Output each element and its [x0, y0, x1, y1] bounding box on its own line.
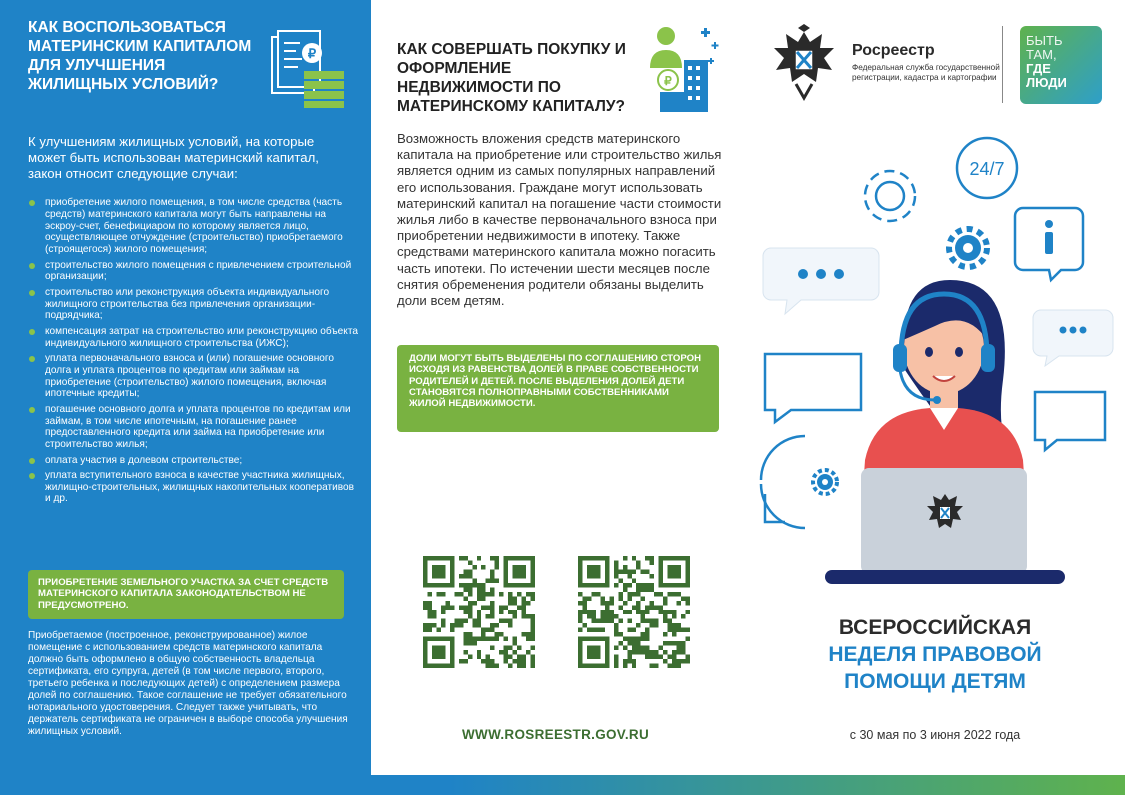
bullet-icon: [29, 200, 35, 206]
left-outro: Приобретаемое (построенное, реконструированное) жилое помещение с использованием средств материнского капитала должно быть оформлено в общую собственность владельца сертификата, его супруга, детей (в том числе первого, второго, третьего ребенка и последующих детей) с определением размера долей по соглашению. Такое соглашение не требует обязательного нотариального удостоверения. Следует также учитывать, что держатель сертификата не ограничен в выборе способа улучшения жилищных условий.: [28, 630, 348, 737]
info-bubble-icon: [1015, 208, 1083, 280]
org-description: Федеральная служба государственной регистрации, кадастра и картографии: [852, 63, 1000, 82]
slogan-badge: [1020, 26, 1102, 104]
header-divider: [1002, 26, 1003, 103]
middle-heading: КАК СОВЕРШАТЬ ПОКУПКУ И ОФОРМЛЕНИЕ НЕДВИЖИМОСТИ ПО МАТЕРИНСКОМУ КАПИТАЛУ?: [397, 41, 626, 115]
document-ruble-icon: [266, 27, 346, 109]
event-title: [790, 614, 1080, 695]
land-plot-note: ПРИОБРЕТЕНИЕ ЗЕМЕЛЬНОГО УЧАСТКА ЗА СЧЕТ СРЕДСТВ МАТЕРИНСКОГО КАПИТАЛА ЗАКОНОДАТЕЛЬСТВОМ НЕ ПРЕДУСМОТРЕНО.: [28, 570, 344, 619]
eagle-emblem-icon: [770, 24, 838, 102]
person-buildings-icon: [640, 22, 722, 114]
list-item-text: строительство жилого помещения с привлечением строительной организации;: [45, 259, 352, 283]
slogan-line: ЛЮДИ: [1026, 75, 1067, 90]
slogan-line: ГДЕ: [1026, 61, 1051, 76]
clock-icon: [761, 436, 805, 528]
slogan-line: ТАМ,: [1026, 47, 1057, 62]
gear-small-icon: [813, 470, 837, 494]
svg-text:₽: ₽: [307, 46, 317, 61]
chat-bubble-icon: [763, 248, 879, 314]
speech-bubble-outline-icon: [1035, 392, 1105, 450]
event-title-line2: НЕДЕЛЯ ПРАВОВОЙ ПОМОЩИ ДЕТЯМ: [828, 643, 1042, 693]
list-item: [28, 197, 358, 256]
bullet-icon: [29, 329, 35, 335]
bullet-icon: [29, 356, 35, 362]
gear-outline-icon: [865, 171, 915, 221]
qr-code-telegram[interactable]: [578, 556, 690, 668]
shares-note: ДОЛИ МОГУТ БЫТЬ ВЫДЕЛЕНЫ ПО СОГЛАШЕНИЮ СТОРОН ИСХОДЯ ИЗ РАВЕНСТВА ДОЛЕЙ В ПРАВЕ СОБСТВЕННОСТИ РОДИТЕЛЕЙ И ДЕТЕЙ. ПОСЛЕ ВЫДЕЛЕНИЯ ДОЛЕЙ ДЕТИ СТАНОВЯТСЯ ПОЛНОПРАВНЫМИ СОБСТВЕННИКАМИ ЖИЛОЙ НЕДВИЖИМОСТИ.: [397, 345, 719, 432]
website-link[interactable]: WWW.ROSREESTR.GOV.RU: [462, 727, 650, 742]
list-item: [28, 287, 358, 322]
speech-bubble-outline-icon: [765, 354, 861, 422]
bullet-icon: [29, 290, 35, 296]
support-hours-label: 24/7: [969, 159, 1005, 179]
usage-cases-list: [28, 197, 358, 509]
event-dates: с 30 мая по 3 июня 2022 года: [849, 728, 1021, 742]
support-operator-illustration: [745, 130, 1125, 590]
list-item-text: уплата первоначального взноса и (или) погашение основного долга и уплата процентов по кредитам или займам на приобретение (строительство) жилого помещения, включая ипотечные кредиты;: [45, 352, 334, 400]
list-item: [28, 404, 358, 451]
support-24-7-icon: [957, 138, 1017, 198]
list-item: [28, 455, 358, 467]
bullet-icon: [29, 407, 35, 413]
qr-code-vk[interactable]: [423, 556, 535, 668]
slogan-line: БЫТЬ: [1026, 33, 1063, 48]
bottom-color-strip: [0, 775, 1125, 795]
event-title-line1: ВСЕРОССИЙСКАЯ: [838, 616, 1032, 639]
list-item-text: строительство или реконструкция объекта индивидуального жилищного строительства без привлечения организации-подрядчика;: [45, 286, 330, 322]
list-item-text: компенсация затрат на строительство или реконструкцию объекта индивидуального жилищного строительства (ИЖС);: [45, 325, 358, 349]
chat-bubble-right-icon: [1033, 310, 1113, 366]
list-item: [28, 260, 358, 284]
gear-icon: [949, 229, 987, 267]
list-item-text: уплата вступительного взноса в качестве участника жилищных, жилищно-строительных, жилищных накопительных кооперативов и др.: [45, 469, 355, 505]
bullet-icon: [29, 473, 35, 479]
bullet-icon: [29, 458, 35, 464]
svg-text:₽: ₽: [664, 74, 672, 88]
list-item: [28, 470, 358, 505]
middle-body-text: Возможность вложения средств материнского капитала на приобретение или строительство жилья является одним из самых популярных направлений его использования. Граждане могут использовать материнский капитал на погашение части стоимости жилья либо в качестве первоначального взноса при приобретении недвижимости в ипотеку. Также средствами материнского капитала можно погасить часть ипотеки. По истечении шести месяцев после снятия обременения родители обязаны выделить доли всем детям.: [397, 131, 722, 309]
left-panel: [0, 0, 371, 775]
left-intro: К улучшениям жилищных условий, на которые может быть использован материнский капитал, закон относит следующие случаи:: [28, 134, 319, 181]
list-item-text: погашение основного долга и уплата процентов по кредитам или займам, в том числе ипотечным, на погашение ранее предоставленного кредита или займа на приобретение или строительство жилья;: [45, 403, 351, 451]
list-item: [28, 353, 358, 400]
bullet-icon: [29, 263, 35, 269]
list-item-text: приобретение жилого помещения, в том числе средства (часть средств) материнского капитала могут быть направлены на эскроу-счет, бенефициаром по которому является лицо, осуществляющее отчуждение (строительство) приобретаемого (строящегося) жилого помещения;: [45, 197, 343, 256]
org-name: Росреестр: [852, 42, 935, 59]
list-item-text: оплата участия в долевом строительстве;: [45, 454, 243, 466]
list-item: [28, 326, 358, 350]
left-heading: КАК ВОСПОЛЬЗОВАТЬСЯ МАТЕРИНСКИМ КАПИТАЛОМ ДЛЯ УЛУЧШЕНИЯ ЖИЛИЩНЫХ УСЛОВИЙ?: [28, 19, 252, 93]
